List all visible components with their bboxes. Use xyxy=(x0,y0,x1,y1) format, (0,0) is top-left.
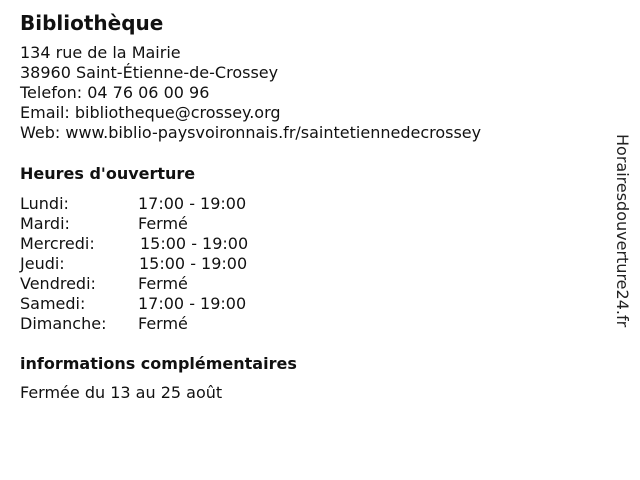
address-block xyxy=(20,43,481,143)
day-label: Samedi: xyxy=(20,294,86,313)
day-label: Mercredi: xyxy=(20,234,95,253)
additional-info-text: Fermée du 13 au 25 août xyxy=(20,383,223,402)
day-hours: 17:00 - 19:00 xyxy=(138,294,247,313)
day-label: Dimanche: xyxy=(20,314,107,333)
opening-hours-heading: Heures d'ouverture xyxy=(20,164,196,183)
web-line: Web: www.biblio-paysvoironnais.fr/saintetiennedecrossey xyxy=(20,123,482,142)
city-address: 38960 Saint-Étienne-de-Crossey xyxy=(20,63,279,82)
hours-row-wednesday xyxy=(20,234,248,254)
day-hours: Fermé xyxy=(138,314,188,333)
day-label: Mardi: xyxy=(20,214,70,233)
day-label: Jeudi: xyxy=(20,254,65,273)
day-hours: 15:00 - 19:00 xyxy=(139,254,248,273)
day-label: Lundi: xyxy=(20,194,69,213)
hours-row-thursday xyxy=(20,254,248,274)
phone-line: Telefon: 04 76 06 00 96 xyxy=(20,83,210,102)
library-title: Bibliothèque xyxy=(20,11,164,35)
day-label: Vendredi: xyxy=(20,274,96,293)
hours-row-monday xyxy=(20,194,248,214)
hours-row-friday xyxy=(20,274,248,294)
day-hours: Fermé xyxy=(138,214,188,233)
hours-row-sunday xyxy=(20,314,248,334)
hours-row-tuesday xyxy=(20,214,248,234)
day-hours: Fermé xyxy=(138,274,188,293)
site-watermark: Horairesdouverture24.fr xyxy=(613,134,632,328)
street-address: 134 rue de la Mairie xyxy=(20,43,181,62)
additional-info-heading: informations complémentaires xyxy=(20,354,297,373)
day-hours: 15:00 - 19:00 xyxy=(140,234,249,253)
email-line: Email: bibliotheque@crossey.org xyxy=(20,103,281,122)
hours-row-saturday xyxy=(20,294,248,314)
opening-hours-table xyxy=(20,194,248,334)
day-hours: 17:00 - 19:00 xyxy=(138,194,247,213)
